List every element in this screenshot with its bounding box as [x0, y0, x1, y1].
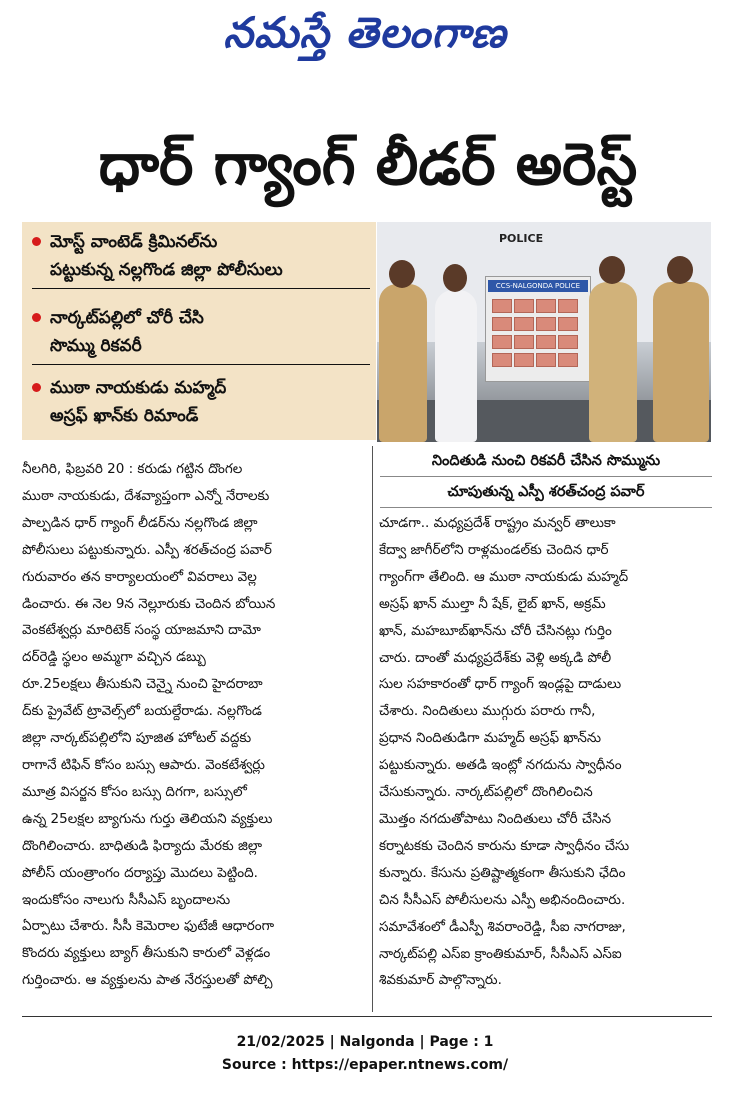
cash-bundle [492, 299, 512, 313]
headline: ధార్ గ్యాంగ్ లీడర్ అరెస్ట్ [98, 130, 638, 198]
photo-person-officer [379, 284, 427, 442]
highlight-line: అస్రఫ్ ఖాన్‌కు రిమాండ్ [50, 406, 199, 426]
photo-board-title: CCS-NALGONDA POLICE [488, 280, 588, 292]
cash-bundle [492, 353, 512, 367]
cash-bundle [514, 317, 534, 331]
article-line: ముఠా నాయకుడు, దేశవ్యాప్తంగా ఎన్నో నేరాలకు [22, 487, 270, 504]
article-line: జిల్లా నార్కట్‌పల్లిలోని పూజిత హోటల్ వద్దకు [22, 730, 252, 747]
article-line: ప్రధాన నిందితుడిగా మహ్మద్ అస్రఫ్ ఖాన్‌ను [379, 730, 602, 747]
cash-bundle [514, 299, 534, 313]
cash-bundle [492, 335, 512, 349]
article-line: డించారు. ఈ నెల 9న నెల్లూరుకు చెందిన బోయిన [22, 595, 276, 612]
photo-person-head [667, 256, 693, 284]
photo-police-sign: POLICE [499, 232, 544, 245]
article-line: మూత్ర విసర్జన కోసం బస్సు దిగగా, బస్సులో [22, 783, 247, 800]
cash-bundle [536, 299, 556, 313]
caption-line: చూపుతున్న ఎస్పీ శరత్‌చంద్ర పవార్ [380, 477, 712, 508]
footer-source: Source : https://epaper.ntnews.com/ [221, 1057, 509, 1073]
cash-bundle [536, 317, 556, 331]
footer-edition-info: 21/02/2025 | Nalgonda | Page : 1 [236, 1034, 494, 1050]
article-line: సమావేశంలో డీఎస్పీ శివరాంరెడ్డి, సీఐ నాగరాజు, [379, 918, 626, 935]
article-line: మొత్తం నగదుతోపాటు నిందితులు చోరీ చేసిన [379, 810, 612, 827]
article-line: చేశారు. నిందితులు ముగ్గురు పరారు గానీ, [379, 703, 596, 720]
photo-person-head [599, 256, 625, 284]
article-line: శివకుమార్ పాల్గొన్నారు. [379, 972, 502, 989]
article-line: గురువారం తన కార్యాలయంలో వివరాలు వెల్ల [22, 568, 257, 585]
article-line: వెంకటేశ్వర్లు మారిటెక్ సంస్థ యాజమాని దామో [22, 622, 261, 639]
article-line: ఖాన్, మహబూబ్‌ఖాన్‌ను చోరీ చేసినట్లు గుర్తిం [379, 622, 612, 639]
article-line: రూ.25లక్షలు తీసుకుని చెన్నై నుంచి హైదరాబా [22, 676, 263, 693]
article-line: చేసుకున్నారు. నార్కట్‌పల్లిలో దొంగిలించిన [379, 784, 593, 801]
bullet-dot-icon [32, 313, 41, 322]
article-line: గ్యాంగ్‌గా తేలింది. ఆ ముఠా నాయకుడు మహ్మద్ [379, 568, 629, 585]
article-line: దొంగిలించారు. బాధితుడి ఫిర్యాదు మేరకు జిల్లా [22, 837, 263, 854]
bottom-rule [22, 1016, 712, 1017]
cash-bundle [536, 353, 556, 367]
article-line: పాల్పడిన ధార్ గ్యాంగ్ లీడర్‌ను నల్లగొండ జిల్లా [22, 514, 258, 531]
article-line: నార్కట్‌పల్లి ఎస్ఐ క్రాంతికుమార్, సీసీఎస్ ఎస్ఐ [379, 945, 622, 962]
photo-caption [380, 446, 712, 510]
article-line: నీలగిరి, ఫిబ్రవరి 20 : కరుడు గట్టిన దొంగల [22, 461, 243, 477]
article-column-left [22, 456, 366, 994]
article-line: ద్‌కు ప్రైవేట్ ట్రావెల్స్‌లో బయల్దేరాడు. నల్లగొండ [22, 703, 262, 720]
cash-bundle [558, 299, 578, 313]
caption-line: నిందితుడి నుంచి రికవరీ చేసిన సొమ్మును [380, 446, 712, 477]
highlight-item [32, 228, 370, 289]
article-line: కున్నారు. కేసును ప్రతిష్టాత్మకంగా తీసుకుని ఛేదిం [379, 864, 626, 881]
article-line: చూడగా.. మధ్యప్రదేశ్ రాష్ట్రం మన్వర్ తాలుకా [379, 515, 616, 531]
article-column-right [379, 510, 713, 994]
cash-bundle [558, 353, 578, 367]
article-line: పోలీసులు పట్టుకున్నారు. ఎస్పీ శరత్‌చంద్ర పవార్ [22, 541, 272, 558]
photo-display-board [485, 276, 591, 382]
highlight-line: మోస్ట్ వాంటెడ్ క్రిమినల్‌ను [50, 232, 218, 252]
column-divider [372, 446, 373, 1012]
bullet-dot-icon [32, 237, 41, 246]
article-line: కర్నాటకకు చెందిన కారును కూడా స్వాధీనం చేసు [379, 837, 630, 854]
cash-bundle [558, 335, 578, 349]
photo-person-head [443, 264, 467, 292]
cash-bundle [492, 317, 512, 331]
article-line: కొందరు వ్యక్తులు బ్యాగ్ తీసుకుని కారులో వెళ్లడం [22, 945, 271, 962]
cash-bundle [558, 317, 578, 331]
highlight-line: ముఠా నాయకుడు మహ్మద్ [50, 378, 227, 398]
photo-person-civilian [435, 290, 477, 442]
bullet-dot-icon [32, 383, 41, 392]
highlights-box [22, 222, 376, 440]
news-photo [377, 222, 711, 442]
highlight-item [32, 374, 370, 430]
article-line: రాగానే టిఫిన్ కోసం బస్సు ఆపారు. వెంకటేశ్వర్లు [22, 756, 265, 773]
article-line: ఉన్న 25లక్షల బ్యాగును గుర్తు తెలియని వ్యక్తులు [22, 810, 273, 827]
photo-person-officer [653, 282, 709, 442]
cash-bundle [514, 335, 534, 349]
article-line: గుర్తించారు. ఆ వ్యక్తులను పాత నేరస్తులతో పోల్చి [22, 972, 273, 989]
article-line: చిన సీసీఎస్ పోలీసులను ఎస్పీ అభినందించారు. [379, 891, 626, 908]
masthead-title: నమస్తే తెలంగాణ [223, 8, 507, 57]
article-line: పోలీస్ యంత్రాంగం దర్యాప్తు మొదలు పెట్టింది. [22, 864, 258, 881]
article-line: పట్టుకున్నారు. అతడి ఇంట్లో నగదును స్వాధీనం [379, 757, 622, 774]
article-line: అస్రఫ్ ఖాన్ ముల్తా నీ షేక్, లైబ్ ఖాన్, అక్రమ్ [379, 595, 606, 612]
article-line: చారు. దాంతో మధ్యప్రదేశ్‌కు వెళ్లి అక్కడి పోలీ [379, 649, 612, 666]
photo-person-head [389, 260, 415, 288]
article-line: ఇందుకోసం నాలుగు సీసీఎస్ బృందాలను [22, 891, 231, 908]
article-line: కేద్వా జాగీర్‌లోని రాళ్లమండల్‌కు చెందిన ధార్ [379, 541, 609, 558]
article-line: దర్‌రెడ్డి స్థలం అమ్మగా వచ్చిన డబ్బు [22, 649, 206, 666]
article-line: ఏర్పాటు చేశారు. సీసీ కెమెరాల ఫుటేజీ ఆధారంగా [22, 918, 275, 935]
masthead [0, 6, 730, 70]
highlight-line: పట్టుకున్న నల్లగొండ జిల్లా పోలీసులు [50, 260, 283, 280]
cash-bundle [514, 353, 534, 367]
highlight-item [32, 304, 370, 365]
article-line: సుల సహకారంతో ధార్ గ్యాంగ్ ఇండ్లపై దాడులు [379, 676, 622, 693]
photo-person-sp [589, 282, 637, 442]
cash-bundle [536, 335, 556, 349]
highlight-line: సొమ్ము రికవరీ [50, 336, 142, 356]
highlight-line: నార్కట్‌పల్లిలో చోరీ చేసి [50, 308, 204, 328]
